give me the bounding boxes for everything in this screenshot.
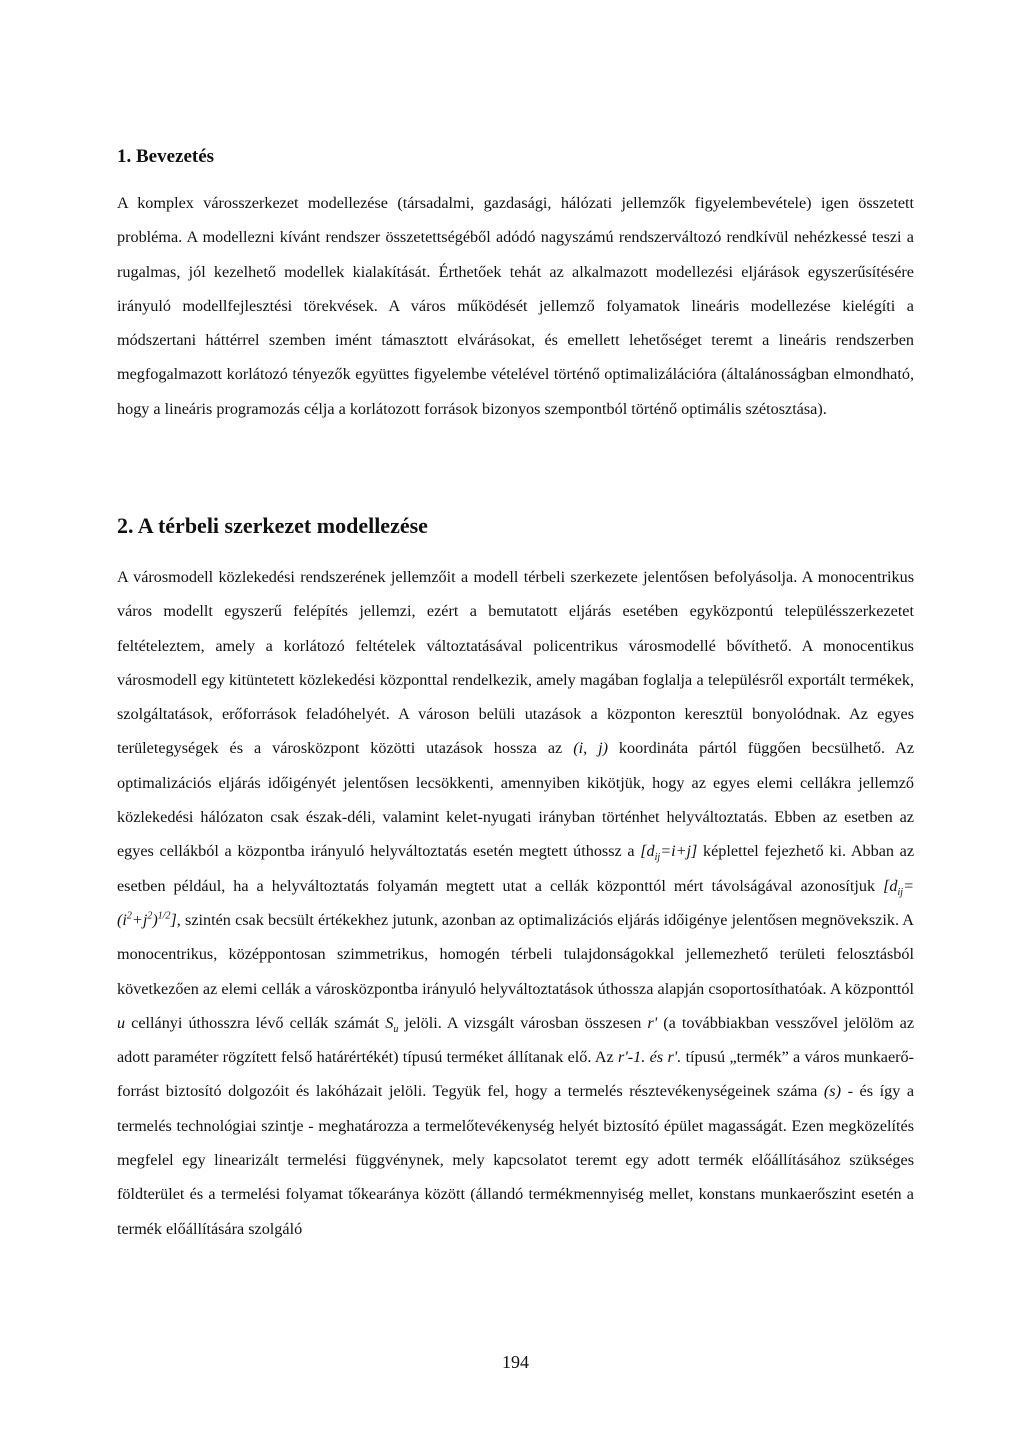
page-number: 194 [502,1352,529,1372]
text-run: - és így a termelés technológiai szintje - meghatározza a termelőtevékenység helyét biztosító épület magasságát. Ezen megközelítés megfelel egy linearizált termelési függvénynek, mely kapcsolatot teremt egy adott termék előállításához szükséges földterület és a termelési folyamat tőkearánya között (állandó termékmennyiség mellet, konstans munkaerőszint esetén a termék előállítására szolgáló [117,1082,915,1238]
text-run: típusú „termék” a város munkaerő-forrást biztosító dolgozóit és lakóházait jelöli. Tegyük fel, hogy a termelés résztevékenységeinek száma [117,1048,915,1101]
variable-r-prime: r' [647,1013,658,1032]
coordinate-pair: (i, j) [573,739,608,758]
variable-su: $S_u$ [385,1013,399,1036]
variable-u: u [117,1013,126,1032]
text-run: , szintén csak becsült értékekhez jutunk, azonban az optimalizációs eljárás időigénye jelentősen megnövekszik. A monocentrikus, középpontosan szimmetrikus, homogén térbeli tulajdonságokkal jellemezhető területi felosztásból következően az elemi cellák a városközpontba irányuló helyváltoztatások úthossza alapján csoportosíthatóak. A központtól [117,910,914,998]
variable-r-prime-dot: r'. [667,1048,682,1067]
text-run: képlettel fejezhető ki. Abban az esetben például, ha a helyváltoztatás folyamán megtett utat a cellák központtól mért távolságával azonosítjuk [117,842,915,895]
formula-manhattan-distance: $[d_{ij}=i+j]$ [640,842,698,864]
text-run: (a továbbiakban vesszővel jelölöm az adott paraméter rögzített felső határértékét) típusú terméket állítanak elő. Az [117,1013,915,1067]
text-run: jelöli. A vizsgált városban összesen [404,1013,642,1032]
section-heading-introduction: 1. Bevezetés [117,146,215,167]
text-run: A városmodell közlekedési rendszerének jellemzőit a modell térbeli szerkezete jelentősen befolyásolja. A monocentrikus város modellt egyszerű felépítés jellemzi, ezért a bemutatott eljárás esetében egyközpontú településszerkezetet feltételeztem, amely a korlátozó feltételek változtatásával policentrikus városmodellé bővíthető. A monocentikus városmodell egy kitüntetett közlekedési központtal rendelkezik, amely magában foglalja a településről exportált termékek, szolgáltatások, erőforrások feladóhelyét. A városon belüli utazások a központon keresztül bonyolódnak. Az egyes területegységek és a városközpont közötti utazások hossza az [117,568,914,758]
section-heading-spatial-structure: 2. A térbeli szerkezet modellezése [117,513,428,538]
paragraph-introduction: A komplex városszerkezet modellezése (társadalmi, gazdasági, hálózati jellemzők figyelembevétele) igen összetett probléma. A modellezni kívánt rendszer összetettségéből adódó nagyszámú rendszerváltozó rendkívül nehézkessé teszi a rugalmas, jól kezelhető modellek kialakítását. Érthetőek tehát az alkalmazott modellezési eljárások egyszerűsítésére irányuló modellfejlesztési törekvések. A város működését jellemző folyamatok lineáris modellezése kielégíti a módszertani háttérrel szemben imént támasztott elvárásokat, és emellett lehetőséget teremt a lineáris rendszerben megfogalmazott korlátozó tényezők együttes figyelembe vételével történő optimalizálációra (általánosságban elmondható, hogy a lineáris programozás célja a korlátozott források bizonyos szempontból történő optimális szétosztása). [117,194,914,418]
word-es: és [649,1048,664,1067]
variable-r-prime-minus-one: r'-1. [618,1048,646,1067]
formula-euclidean-distance: $[d_{ij}=(i^2+j^2)^{1/2}]$ [117,876,915,929]
variable-s: (s) [823,1082,842,1101]
text-run: koordináta pártól függően becsülhető. Az optimalizációs eljárás időigényét jelentősen lecsökkenti, amennyiben kikötjük, hogy az egyes elemi cellákra jellemző közlekedési hálózaton csak észak-déli, valamint kelet-nyugati irányban történhet helyváltoztatás. Ebben az esetben az egyes cellákból a központba irányuló helyváltoztatás esetén megtett úthossz a [117,739,915,861]
text-run: cellányi úthosszra lévő cellák számát [131,1013,380,1032]
paragraph-spatial-structure [117,560,914,1246]
